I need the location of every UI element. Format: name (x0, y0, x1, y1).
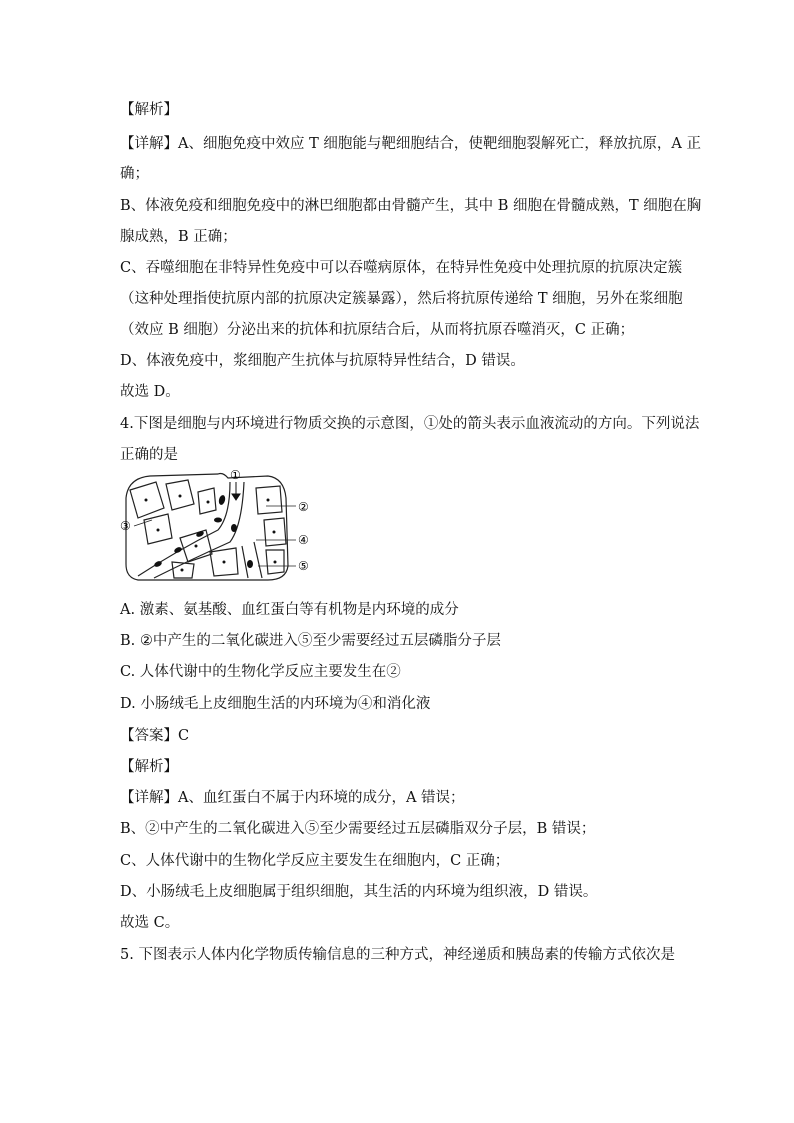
label-2: ② (298, 500, 309, 514)
capillary-wall (138, 482, 230, 576)
text-line: 【解析】 (120, 759, 178, 775)
text-line: D、小肠绒毛上皮细胞属于组织细胞，其生活的内环境为组织液，D 错误。 (120, 884, 598, 900)
text-line: C、吞噬细胞在非特异性免疫中可以吞噬病原体，在特异性免疫中处理抗原的抗原决定簇 (120, 260, 683, 276)
text-line: 【详解】A、细胞免疫中效应 T 细胞能与靶细胞结合，使靶细胞裂解死亡，释放抗原，A 正 (120, 136, 701, 152)
text-line: 【详解】A、血红蛋白不属于内环境的成分，A 错误； (120, 790, 465, 806)
question-4-stem: 正确的是 (120, 447, 178, 463)
label-1: ① (230, 468, 241, 482)
text-line: （这种处理指使抗原内部的抗原决定簇暴露），然后将抗原传递给 T 细胞，另外在浆细胞 (120, 291, 683, 307)
text-line: 腺成熟，B 正确； (120, 229, 237, 245)
lymph-vessel-wall (242, 542, 262, 578)
text-line: B、②中产生的二氧化碳进入⑤至少需要经过五层磷脂双分子层，B 错误； (120, 821, 596, 837)
text-line: 确； (120, 166, 149, 182)
option-a: A. 激素、氨基酸、血红蛋白等有机物是内环境的成分 (120, 602, 459, 618)
text-line: D、体液免疫中，浆细胞产生抗体与抗原特异性结合，D 错误。 (120, 353, 525, 369)
label-3: ③ (120, 519, 131, 533)
answer-line: 【答案】C (120, 728, 190, 744)
text-line: 故选 C。 (120, 915, 180, 931)
label-5: ⑤ (298, 559, 309, 573)
question-5-stem: 5. 下图表示人体内化学物质传输信息的三种方式，神经递质和胰岛素的传输方式依次是 (120, 947, 675, 963)
text-line: 【解析】 (120, 102, 178, 118)
option-b: B. ②中产生的二氧化碳进入⑤至少需要经过五层磷脂分子层 (120, 633, 501, 649)
option-d: D. 小肠绒毛上皮细胞生活的内环境为④和消化液 (120, 696, 431, 712)
text-line: （效应 B 细胞）分泌出来的抗体和抗原结合后，从而将抗原吞噬消灭，C 正确； (120, 322, 635, 338)
question-4-stem: 4.下图是细胞与内环境进行物质交换的示意图，①处的箭头表示血液流动的方向。下列说法 (120, 416, 700, 432)
text-line: B、体液免疫和细胞免疫中的淋巴细胞都由骨髓产生，其中 B 细胞在骨髓成熟，T 细胞在胸 (120, 198, 702, 214)
label-4: ④ (298, 533, 309, 547)
text-line: 故选 D。 (120, 384, 180, 400)
cell-exchange-diagram (118, 468, 318, 586)
option-c: C. 人体代谢中的生物化学反应主要发生在② (120, 664, 401, 680)
text-line: C、人体代谢中的生物化学反应主要发生在细胞内，C 正确； (120, 853, 510, 869)
